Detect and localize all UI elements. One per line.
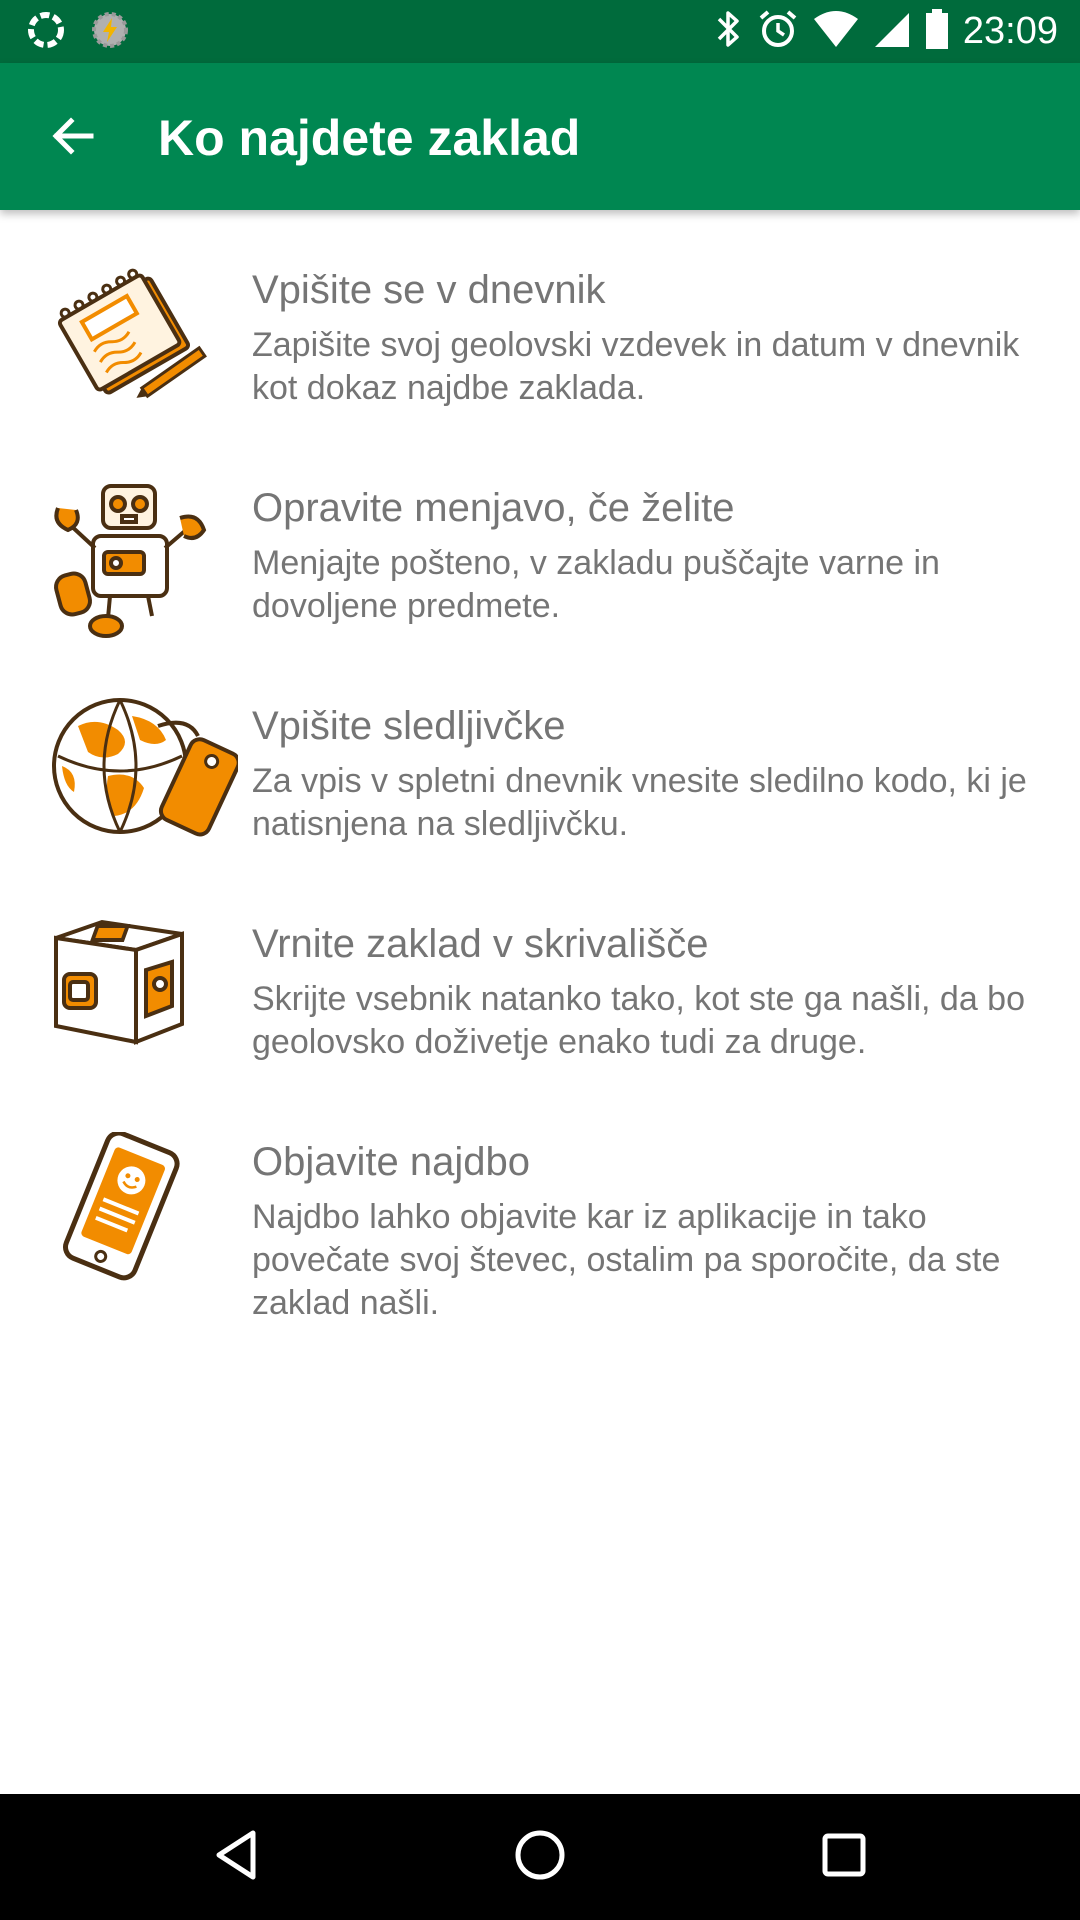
step-description: Najdbo lahko objavite kar iz aplikacije in tako povečate svoj števec, ostalim pa sporočite, da ste zaklad našli. [252, 1198, 1001, 1322]
step-title: Objavite najdbo [252, 1140, 530, 1184]
step-item-publish [0, 1082, 1080, 1322]
wifi-icon [813, 9, 859, 54]
alarm-icon [757, 8, 799, 55]
logbook-icon [48, 260, 218, 420]
step-item-trade [0, 428, 1080, 628]
status-bar [0, 0, 1080, 63]
back-triangle-icon [211, 1828, 261, 1887]
trackable-globe-icon [48, 696, 218, 856]
arrow-back-icon [49, 112, 97, 165]
step-title: Vpišite sledljivčke [252, 704, 566, 748]
back-button[interactable] [34, 103, 112, 173]
step-title: Opravite menjavo, če želite [252, 486, 735, 530]
step-title: Vpišite se v dnevnik [252, 268, 606, 312]
cache-container-icon [48, 914, 218, 1074]
robot-trade-icon [48, 478, 218, 638]
status-time: 23:09 [962, 10, 1058, 52]
step-item-trackables [0, 646, 1080, 846]
bluetooth-icon [713, 8, 743, 55]
step-description: Zapišite svoj geolovski vzdevek in datum v dnevnik kot dokaz najdbe zaklada. [252, 326, 1020, 407]
nav-back-button[interactable] [196, 1822, 276, 1892]
status-left-icons [24, 8, 132, 57]
signal-icon [873, 9, 911, 54]
step-description: Za vpis v spletni dnevnik vnesite sledilno kodo, ki je natisnjena na sledljivčku. [252, 762, 1027, 843]
status-right-icons [713, 6, 1058, 56]
step-item-logbook [0, 210, 1080, 410]
step-description: Skrijte vsebnik natanko tako, kot ste ga našli, da bo geolovsko doživetje enako tudi za druge. [252, 980, 1026, 1061]
tasker-icon [88, 8, 132, 57]
page-title: Ko najdete zaklad [158, 110, 581, 166]
step-description: Menjajte pošteno, v zakladu puščajte varne in dovoljene predmete. [252, 544, 940, 625]
home-circle-icon [513, 1828, 567, 1887]
battery-icon [925, 8, 949, 55]
sync-icon [24, 8, 68, 57]
nav-home-button[interactable] [500, 1822, 580, 1892]
step-item-return-cache [0, 864, 1080, 1064]
system-nav-bar [0, 1794, 1080, 1920]
phone-log-icon [48, 1132, 218, 1292]
recents-square-icon [819, 1830, 869, 1885]
app-bar [0, 63, 1080, 210]
nav-recents-button[interactable] [804, 1822, 884, 1892]
step-title: Vrnite zaklad v skrivališče [252, 922, 709, 966]
